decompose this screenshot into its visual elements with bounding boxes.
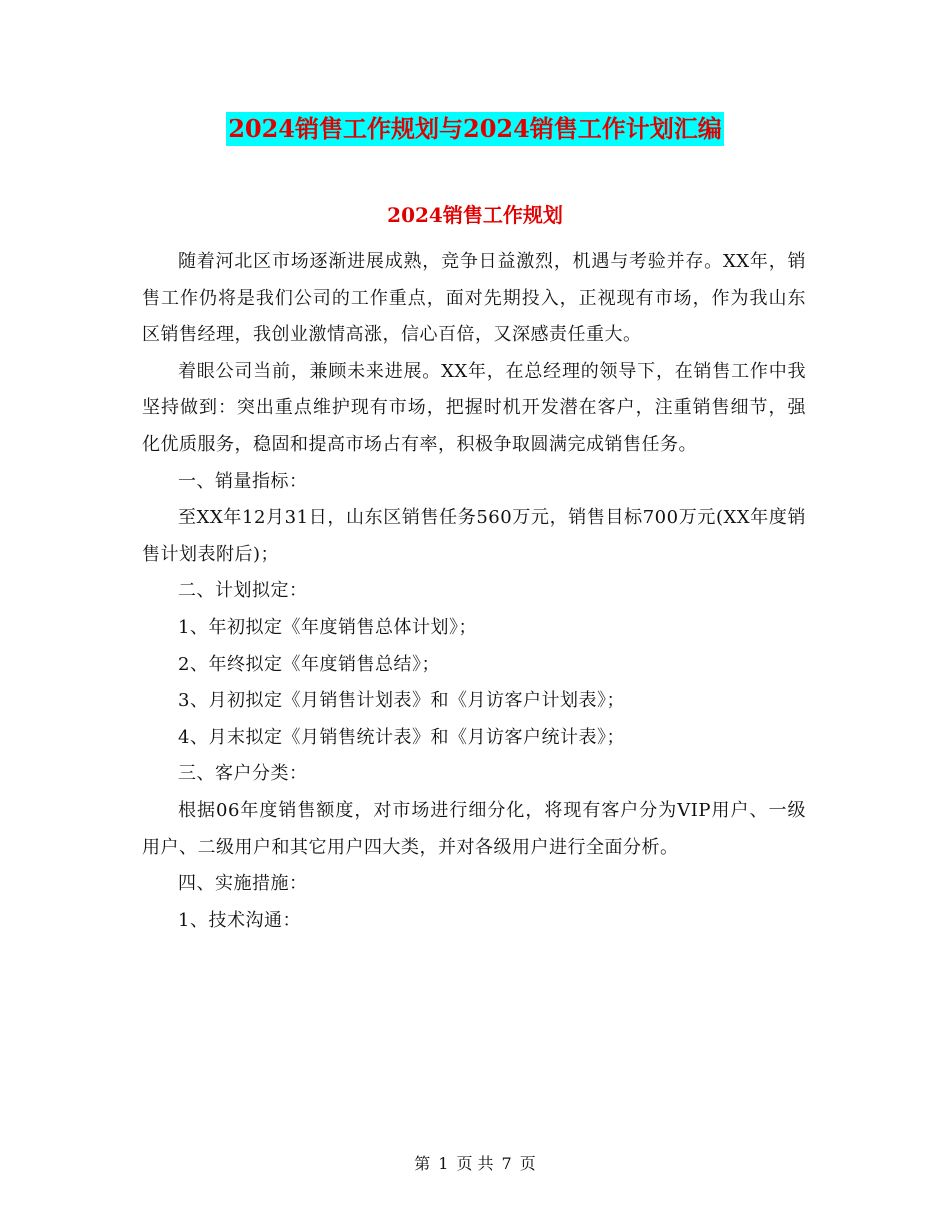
footer-current-page: 1 <box>438 1154 449 1173</box>
list-item: 1、年初拟定《年度销售总体计划》； <box>178 616 477 638</box>
footer-prefix: 第 <box>414 1154 431 1173</box>
list-item: 4、月末拟定《月销售统计表》和《月访客户统计表》； <box>178 726 625 748</box>
section-heading: 三、客户分类： <box>178 763 308 785</box>
paragraph: 根据06年度销售额度，对市场进行细分化，将现有客户分为VIP用户、一级用户、二级用户和其它用户四大类，并对各级用户进行全面分析。 <box>142 799 806 858</box>
paragraph: 随着河北区市场逐渐进展成熟，竞争日益激烈，机遇与考验并存。XX年，销售工作仍将是我们公司的工作重点，面对先期投入，正视现有市场，作为我山东区销售经理，我创业激情高涨，信心百倍，又深感责任重大。 <box>142 251 806 346</box>
paragraph: 至XX年12月31日，山东区销售任务560万元，销售目标700万元(XX年度销售计划表附后)； <box>142 507 806 565</box>
section-heading: 一、销量指标： <box>178 470 308 492</box>
document-body <box>142 244 806 939</box>
section-heading: 四、实施措施： <box>178 873 308 895</box>
list-item: 2、年终拟定《年度销售总结》； <box>178 653 440 675</box>
page-footer <box>0 1152 950 1176</box>
footer-suffix: 页 <box>519 1154 536 1173</box>
footer-middle: 页 共 <box>456 1154 494 1173</box>
section-title: 2024销售工作规划 <box>387 203 563 227</box>
paragraph: 着眼公司当前，兼顾未来进展。XX年，在总经理的领导下，在销售工作中我坚持做到：突出重点维护现有市场，把握时机开发潜在客户，注重销售细节，强化优质服务，稳固和提高市场占有率，积极争取圆满完成销售任务。 <box>142 360 806 455</box>
section-heading: 二、计划拟定： <box>178 580 308 602</box>
list-item: 3、月初拟定《月销售计划表》和《月访客户计划表》； <box>178 690 625 712</box>
list-item: 1、技术沟通： <box>178 909 301 931</box>
main-title-container <box>0 112 950 146</box>
main-title: 2024销售工作规划与2024销售工作计划汇编 <box>226 112 724 146</box>
footer-total-pages: 7 <box>501 1154 512 1173</box>
